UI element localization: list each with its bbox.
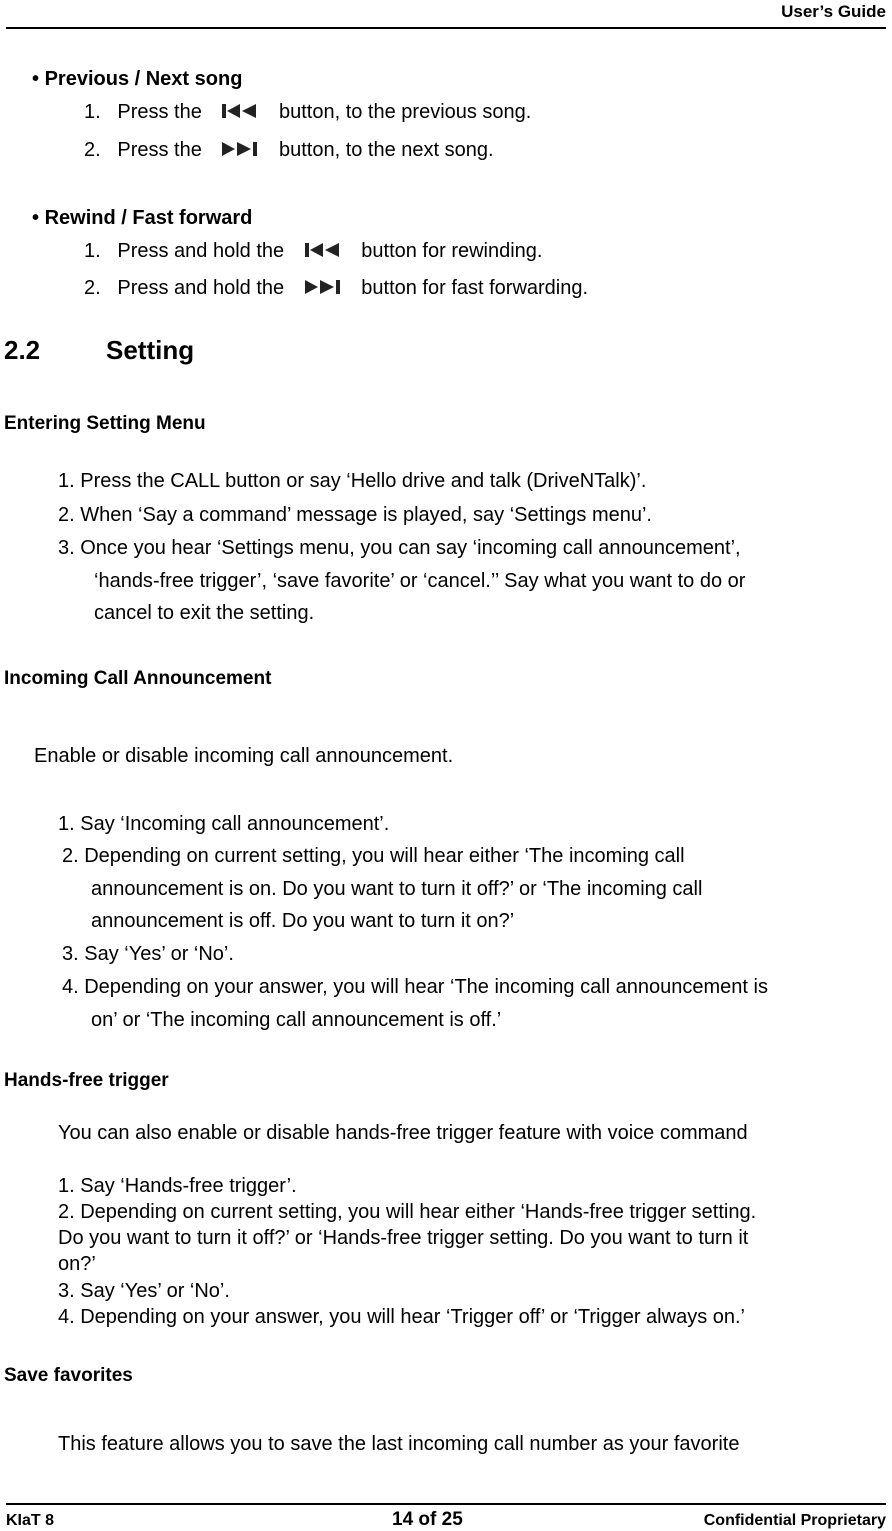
handsfree-line-2: 2. Depending on current setting, you will hear either ‘Hands-free trigger setting.: [58, 1201, 757, 1223]
entering-line-3: 3. Once you hear ‘Settings menu, you can say ‘incoming call announcement’,: [58, 537, 741, 559]
handsfree-line-6: 4. Depending on your answer, you will hear ‘Trigger off’ or ‘Trigger always on.’: [58, 1306, 745, 1328]
entering-heading: Entering Setting Menu: [4, 413, 206, 434]
item-text-before: Press and hold the: [117, 240, 285, 262]
item-number: 2.: [84, 277, 101, 299]
item-text-after: button, to the previous song.: [278, 101, 532, 123]
next-track-icon: [221, 141, 259, 157]
save-heading: Save favorites: [4, 1365, 133, 1386]
item-number: 1.: [84, 240, 101, 262]
item-text-after: button, to the next song.: [278, 139, 494, 161]
handsfree-line-1: 1. Say ‘Hands-free trigger’.: [58, 1175, 297, 1197]
previous-track-icon: [221, 103, 259, 119]
incoming-line-3: announcement is on. Do you want to turn it off?’ or ‘The incoming call: [91, 878, 703, 900]
prev-next-item-2: [84, 139, 494, 162]
rewind-ff-title: Rewind / Fast forward: [44, 207, 253, 229]
section-number: 2.2: [4, 335, 41, 365]
rewind-ff-heading: [32, 207, 252, 230]
footer-page-number: 14 of 25: [392, 1509, 463, 1530]
item-text-before: Press the: [117, 139, 202, 161]
handsfree-line-5: 3. Say ‘Yes’ or ‘No’.: [58, 1280, 230, 1302]
incoming-line-5: 3. Say ‘Yes’ or ‘No’.: [62, 943, 234, 965]
handsfree-intro: You can also enable or disable hands-free trigger feature with voice command: [58, 1122, 748, 1144]
prev-next-heading: [32, 68, 242, 91]
item-number: 2.: [84, 139, 101, 161]
handsfree-heading: Hands-free trigger: [4, 1070, 169, 1091]
incoming-line-7: on’ or ‘The incoming call announcement is off.’: [91, 1009, 502, 1031]
item-text-after: button for fast forwarding.: [361, 277, 589, 299]
handsfree-line-4: on?’: [58, 1253, 96, 1275]
item-text-before: Press and hold the: [117, 277, 285, 299]
header-rule: [6, 27, 886, 29]
footer-rule: [6, 1503, 886, 1505]
item-text-after: button for rewinding.: [361, 240, 543, 262]
incoming-line-4: announcement is off. Do you want to turn it on?’: [91, 910, 515, 932]
item-text-before: Press the: [117, 101, 202, 123]
footer-confidential: Confidential Proprietary: [703, 1512, 886, 1529]
incoming-line-1: 1. Say ‘Incoming call announcement’.: [58, 813, 390, 835]
entering-line-2: 2. When ‘Say a command’ message is played, say ‘Settings menu’.: [58, 504, 652, 526]
incoming-heading: Incoming Call Announcement: [4, 668, 272, 689]
incoming-line-6: 4. Depending on your answer, you will hear ‘The incoming call announcement is: [62, 976, 768, 998]
prev-next-item-1: [84, 101, 531, 124]
rewind-ff-item-1: [84, 240, 543, 263]
incoming-line-2: 2. Depending on current setting, you will hear either ‘The incoming call: [62, 845, 685, 867]
previous-track-icon: [304, 242, 342, 258]
rewind-ff-item-2: [84, 277, 588, 300]
section-title: Setting: [106, 335, 195, 365]
next-track-icon: [304, 279, 342, 295]
running-header-title: User’s Guide: [781, 2, 886, 21]
save-intro: This feature allows you to save the last incoming call number as your favorite: [58, 1433, 740, 1455]
handsfree-line-3: Do you want to turn it off?’ or ‘Hands-free trigger setting. Do you want to turn it: [58, 1227, 749, 1249]
entering-line-5: cancel to exit the setting.: [94, 602, 315, 624]
footer-doc-id: KIaT 8: [6, 1512, 55, 1529]
entering-line-1: 1. Press the CALL button or say ‘Hello drive and talk (DriveNTalk)’.: [58, 470, 647, 492]
incoming-intro: Enable or disable incoming call announcement.: [34, 745, 454, 767]
item-number: 1.: [84, 101, 101, 123]
prev-next-title: Previous / Next song: [44, 68, 243, 90]
entering-line-4: ‘hands-free trigger’, ‘save favorite’ or ‘cancel.’’ Say what you want to do or: [94, 570, 746, 592]
bullet: •: [32, 207, 40, 229]
bullet: •: [32, 68, 40, 90]
